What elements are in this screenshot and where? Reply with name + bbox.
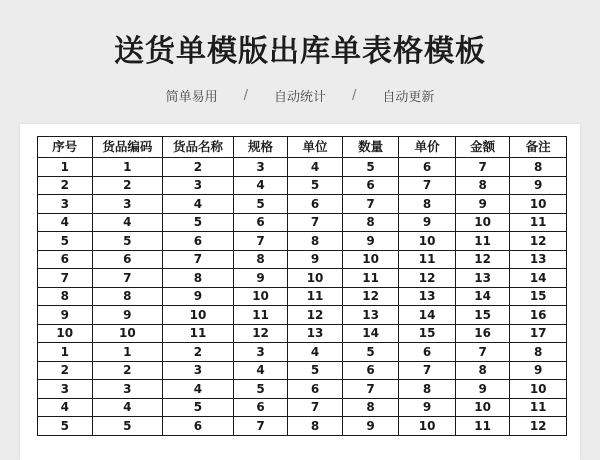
table-cell: 13	[288, 324, 343, 343]
table-cell: 12	[342, 287, 399, 306]
table-cell: 14	[455, 287, 510, 306]
table-cell: 12	[510, 417, 567, 436]
table-cell: 3	[92, 380, 163, 399]
table-cell: 1	[38, 343, 93, 362]
table-cell: 4	[288, 343, 343, 362]
table-cell: 3	[92, 195, 163, 214]
table-cell: 10	[38, 324, 93, 343]
table-header-row	[38, 137, 567, 158]
table-cell: 2	[38, 176, 93, 195]
table-cell: 9	[510, 361, 567, 380]
table-cell: 11	[399, 250, 456, 269]
table-cell: 7	[399, 176, 456, 195]
table-cell: 8	[288, 232, 343, 251]
table-cell: 10	[510, 380, 567, 399]
table-cell: 8	[399, 380, 456, 399]
column-header: 单位	[288, 137, 343, 158]
table-cell: 2	[163, 158, 234, 177]
table-cell: 4	[38, 398, 93, 417]
table-cell: 11	[233, 306, 288, 325]
table-row	[38, 250, 567, 269]
table-cell: 15	[455, 306, 510, 325]
table-cell: 6	[38, 250, 93, 269]
table-cell: 5	[288, 176, 343, 195]
table-cell: 7	[92, 269, 163, 288]
column-header: 数量	[342, 137, 399, 158]
feature-tag: 自动更新	[382, 90, 435, 105]
feature-tag: 简单易用	[165, 90, 218, 105]
table-cell: 12	[455, 250, 510, 269]
page-title: 送货单模版出库单表格模板	[114, 34, 486, 69]
table-cell: 4	[92, 213, 163, 232]
table-cell: 10	[92, 324, 163, 343]
table-cell: 10	[399, 417, 456, 436]
table-cell: 3	[163, 176, 234, 195]
table-cell: 8	[233, 250, 288, 269]
delivery-table	[37, 136, 567, 436]
column-header: 序号	[38, 137, 93, 158]
table-cell: 8	[455, 361, 510, 380]
table-cell: 6	[342, 176, 399, 195]
table-cell: 5	[342, 158, 399, 177]
table-cell: 1	[92, 343, 163, 362]
table-cell: 4	[163, 380, 234, 399]
table-cell: 6	[233, 213, 288, 232]
table-cell: 9	[455, 195, 510, 214]
table-cell: 5	[92, 417, 163, 436]
table-cell: 14	[342, 324, 399, 343]
table-cell: 8	[455, 176, 510, 195]
table-cell: 10	[455, 213, 510, 232]
table-cell: 10	[233, 287, 288, 306]
table-cell: 7	[342, 195, 399, 214]
table-cell: 7	[233, 417, 288, 436]
table-cell: 4	[92, 398, 163, 417]
table-cell: 6	[399, 343, 456, 362]
spreadsheet-preview	[20, 124, 580, 460]
table-cell: 13	[399, 287, 456, 306]
table-cell: 7	[455, 158, 510, 177]
table-cell: 9	[399, 398, 456, 417]
table-cell: 5	[288, 361, 343, 380]
table-cell: 2	[38, 361, 93, 380]
table-cell: 5	[163, 398, 234, 417]
table-cell: 5	[92, 232, 163, 251]
table-row	[38, 380, 567, 399]
table-cell: 10	[342, 250, 399, 269]
table-row	[38, 158, 567, 177]
table-cell: 6	[163, 232, 234, 251]
table-cell: 6	[342, 361, 399, 380]
table-cell: 10	[399, 232, 456, 251]
table-row	[38, 195, 567, 214]
table-cell: 3	[38, 195, 93, 214]
tag-separator: /	[352, 88, 357, 103]
table-cell: 9	[163, 287, 234, 306]
table-cell: 10	[288, 269, 343, 288]
table-cell: 6	[288, 380, 343, 399]
table-row	[38, 306, 567, 325]
table-cell: 12	[288, 306, 343, 325]
table-row	[38, 269, 567, 288]
table-row	[38, 417, 567, 436]
table-cell: 4	[163, 195, 234, 214]
table-cell: 7	[288, 398, 343, 417]
table-cell: 11	[342, 269, 399, 288]
table-row	[38, 343, 567, 362]
table-cell: 9	[288, 250, 343, 269]
table-cell: 1	[92, 158, 163, 177]
table-cell: 9	[455, 380, 510, 399]
table-cell: 8	[92, 287, 163, 306]
table-cell: 4	[233, 361, 288, 380]
feature-tags	[0, 86, 600, 105]
table-cell: 3	[38, 380, 93, 399]
table-cell: 11	[288, 287, 343, 306]
table-cell: 10	[510, 195, 567, 214]
table-cell: 9	[233, 269, 288, 288]
column-header: 单价	[399, 137, 456, 158]
table-cell: 12	[399, 269, 456, 288]
table-cell: 10	[163, 306, 234, 325]
table-row	[38, 176, 567, 195]
table-row	[38, 398, 567, 417]
table-cell: 4	[38, 213, 93, 232]
table-cell: 9	[342, 232, 399, 251]
table-cell: 11	[455, 232, 510, 251]
table-cell: 11	[510, 398, 567, 417]
table-cell: 7	[455, 343, 510, 362]
table-cell: 5	[38, 232, 93, 251]
tag-separator: /	[243, 88, 248, 103]
table-cell: 8	[342, 398, 399, 417]
table-cell: 11	[163, 324, 234, 343]
table-cell: 4	[288, 158, 343, 177]
table-cell: 9	[92, 306, 163, 325]
table-cell: 9	[510, 176, 567, 195]
table-cell: 7	[163, 250, 234, 269]
table-cell: 16	[455, 324, 510, 343]
table-cell: 14	[510, 269, 567, 288]
table-cell: 5	[233, 380, 288, 399]
table-cell: 8	[163, 269, 234, 288]
feature-tag: 自动统计	[273, 90, 326, 105]
table-cell: 7	[38, 269, 93, 288]
table-row	[38, 232, 567, 251]
column-header: 金额	[455, 137, 510, 158]
table-cell: 7	[342, 380, 399, 399]
table-cell: 16	[510, 306, 567, 325]
table-cell: 5	[233, 195, 288, 214]
table-cell: 9	[342, 417, 399, 436]
column-header: 货品名称	[163, 137, 234, 158]
table-cell: 15	[399, 324, 456, 343]
table-cell: 6	[288, 195, 343, 214]
table-cell: 8	[342, 213, 399, 232]
table-cell: 10	[455, 398, 510, 417]
table-cell: 13	[342, 306, 399, 325]
table-body	[38, 158, 567, 436]
table-cell: 3	[233, 158, 288, 177]
table-cell: 7	[233, 232, 288, 251]
table-cell: 6	[399, 158, 456, 177]
table-cell: 5	[342, 343, 399, 362]
table-cell: 11	[510, 213, 567, 232]
column-header: 货品编码	[92, 137, 163, 158]
table-cell: 1	[38, 158, 93, 177]
table-cell: 14	[399, 306, 456, 325]
table-cell: 8	[510, 158, 567, 177]
table-cell: 8	[38, 287, 93, 306]
table-row	[38, 213, 567, 232]
table-cell: 2	[163, 343, 234, 362]
table-cell: 9	[399, 213, 456, 232]
table-row	[38, 324, 567, 343]
table-cell: 6	[233, 398, 288, 417]
table-cell: 13	[510, 250, 567, 269]
table-cell: 3	[163, 361, 234, 380]
table-cell: 12	[233, 324, 288, 343]
table-cell: 17	[510, 324, 567, 343]
table-cell: 9	[38, 306, 93, 325]
table-cell: 4	[233, 176, 288, 195]
table-cell: 13	[455, 269, 510, 288]
table-cell: 7	[399, 361, 456, 380]
table-cell: 2	[92, 361, 163, 380]
table-cell: 5	[38, 417, 93, 436]
table-cell: 2	[92, 176, 163, 195]
table-row	[38, 287, 567, 306]
table-cell: 5	[163, 213, 234, 232]
table-cell: 8	[288, 417, 343, 436]
table-cell: 8	[510, 343, 567, 362]
table-cell: 12	[510, 232, 567, 251]
table-row	[38, 361, 567, 380]
column-header: 备注	[510, 137, 567, 158]
table-cell: 6	[92, 250, 163, 269]
table-cell: 8	[399, 195, 456, 214]
table-cell: 7	[288, 213, 343, 232]
table-cell: 3	[233, 343, 288, 362]
table-cell: 11	[455, 417, 510, 436]
table-cell: 15	[510, 287, 567, 306]
column-header: 规格	[233, 137, 288, 158]
table-cell: 6	[163, 417, 234, 436]
